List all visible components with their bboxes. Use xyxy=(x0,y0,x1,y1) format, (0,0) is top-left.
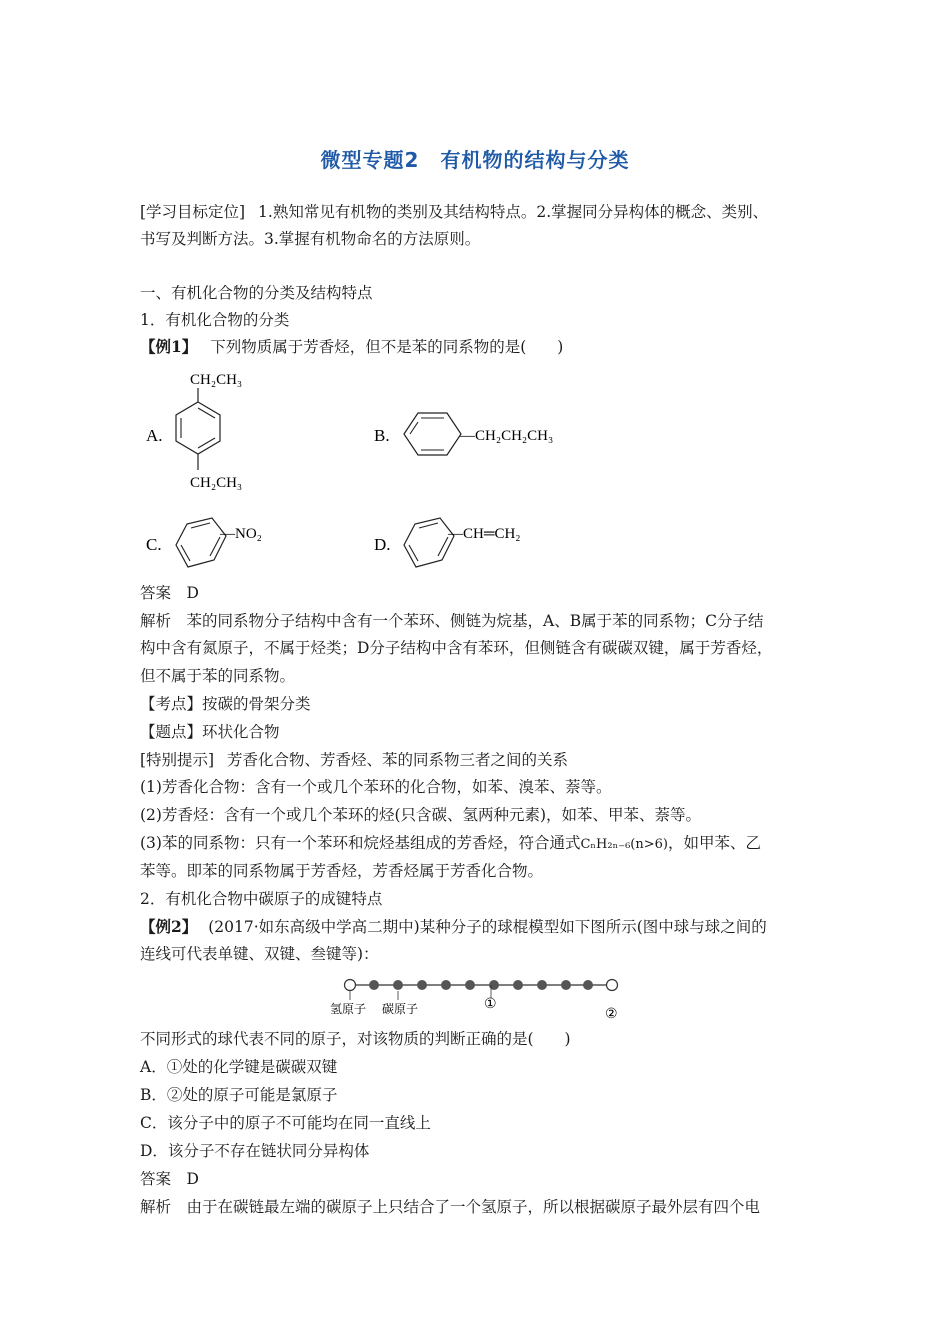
benzene-ring-b xyxy=(404,413,461,455)
example-1-answer: 答案 D xyxy=(140,584,199,602)
example-1-question xyxy=(140,337,563,357)
example-1-analysis-1: 解析 苯的同系物分子结构中含有一个苯环、侧链为烷基，A、B属于苯的同系物；C分子结 xyxy=(140,612,764,630)
learning-goal-line-1 xyxy=(140,202,768,222)
carbon-atom xyxy=(465,980,475,990)
subsection-heading: 1．有机化合物的分类 xyxy=(140,311,290,329)
tip-line-3 xyxy=(140,833,761,855)
subsection-heading-2: 2．有机化合物中碳原子的成键特点 xyxy=(140,890,383,908)
example-2-text: (2017·如东高级中学高二期中)某种分子的球棍模型如下图所示(图中球与球之间的 xyxy=(208,918,767,936)
marker-1: ① xyxy=(484,997,497,1012)
marker-2: ② xyxy=(605,1007,618,1022)
tip-line-3-text: (3)苯的同系物：只有一个苯环和烷烃基组成的芳香烃，符合通式 xyxy=(140,834,581,852)
option-b-chain: —CH₂CH₂CH₃ xyxy=(460,428,554,444)
unknown-atom xyxy=(607,980,618,991)
option-a-label: A. xyxy=(146,426,163,445)
learning-goal-label: [学习目标定位] xyxy=(140,203,246,221)
carbon-atom xyxy=(489,980,499,990)
special-tip-title: 芳香化合物、芳香烃、苯的同系物三者之间的关系 xyxy=(227,751,569,769)
carbon-atom xyxy=(561,980,571,990)
learning-goal-line-2: 书写及判断方法。3.掌握有机物命名的方法原则。 xyxy=(140,230,481,248)
tip-line-3-tail: ，如甲苯、乙 xyxy=(667,834,761,852)
carbon-atom xyxy=(417,980,427,990)
option-d-group: —CH═CH₂ xyxy=(448,526,521,542)
example-1-analysis-2: 构中含有氮原子，不属于烃类；D分子结构中含有苯环，但侧链含有碳碳双键，属于芳香烃， xyxy=(140,639,773,657)
hydrogen-label: 氢原子 xyxy=(330,1002,367,1016)
example-1-structures xyxy=(140,362,660,582)
tidian-line: 【题点】环状化合物 xyxy=(140,723,280,741)
example-2-option-d: D．该分子不存在链状同分异构体 xyxy=(140,1142,370,1160)
ball-stick-model xyxy=(330,976,640,1022)
carbon-atom xyxy=(537,980,547,990)
tip-line-2: (2)芳香烃：含有一个或几个苯环的烃(只含碳、氢两种元素)，如苯、甲苯、萘等。 xyxy=(140,806,702,824)
tip-line-1: (1)芳香化合物：含有一个或几个苯环的化合物，如苯、溴苯、萘等。 xyxy=(140,778,612,796)
carbon-atom xyxy=(583,980,593,990)
example-1-analysis-3: 但不属于苯的同系物。 xyxy=(140,667,296,685)
carbon-atom xyxy=(441,980,451,990)
hydrogen-atom xyxy=(345,980,356,991)
example-2-question-3: 不同形式的球代表不同的原子，对该物质的判断正确的是( ) xyxy=(140,1030,571,1048)
example-2-question-1 xyxy=(140,917,767,937)
carbon-atom xyxy=(513,980,523,990)
tip-line-4: 苯等。即苯的同系物属于芳香烃，芳香烃属于芳香化合物。 xyxy=(140,862,544,880)
option-b-label: B. xyxy=(374,426,390,445)
carbon-atom xyxy=(393,980,403,990)
example-2-option-b: B．②处的原子可能是氯原子 xyxy=(140,1086,338,1104)
carbon-label: 碳原子 xyxy=(382,1002,419,1016)
option-a-bottom-group: CH₂CH₃ xyxy=(190,475,243,491)
option-c-label: C. xyxy=(146,535,162,554)
example-2-answer: 答案 D xyxy=(140,1170,199,1188)
general-formula: CₙH₂ₙ₋₆(n>6) xyxy=(580,837,668,852)
example-2-option-c: C．该分子中的原子不可能均在同一直线上 xyxy=(140,1114,431,1132)
option-c-group: —NO₂ xyxy=(220,526,262,542)
learning-goal-text: 1.熟知常见有机物的类别及其结构特点。2.掌握同分异构体的概念、类别、 xyxy=(258,203,769,221)
section-heading: 一、有机化合物的分类及结构特点 xyxy=(140,284,373,302)
example-1-text: 下列物质属于芳香烃，但不是苯的同系物的是( ) xyxy=(210,338,564,356)
carbon-atom xyxy=(369,980,379,990)
option-d-label: D. xyxy=(374,535,391,554)
example-1-tag: 【例1】 xyxy=(140,337,198,356)
example-2-question-2: 连线可代表单键、双键、叁键等)： xyxy=(140,945,379,963)
page-title: 微型专题2 有机物的结构与分类 xyxy=(320,148,630,172)
special-tip-tag: [特别提示] xyxy=(140,751,215,769)
kaodian-line: 【考点】按碳的骨架分类 xyxy=(140,695,311,713)
example-2-option-a: A．①处的化学键是碳碳双键 xyxy=(140,1058,338,1076)
special-tip-heading xyxy=(140,750,568,770)
example-2-tag: 【例2】 xyxy=(140,917,198,936)
benzene-ring-a xyxy=(176,402,220,454)
option-a-top-group: CH₂CH₃ xyxy=(190,372,243,388)
example-2-analysis: 解析 由于在碳链最左端的碳原子上只结合了一个氢原子，所以根据碳原子最外层有四个电 xyxy=(140,1198,761,1216)
